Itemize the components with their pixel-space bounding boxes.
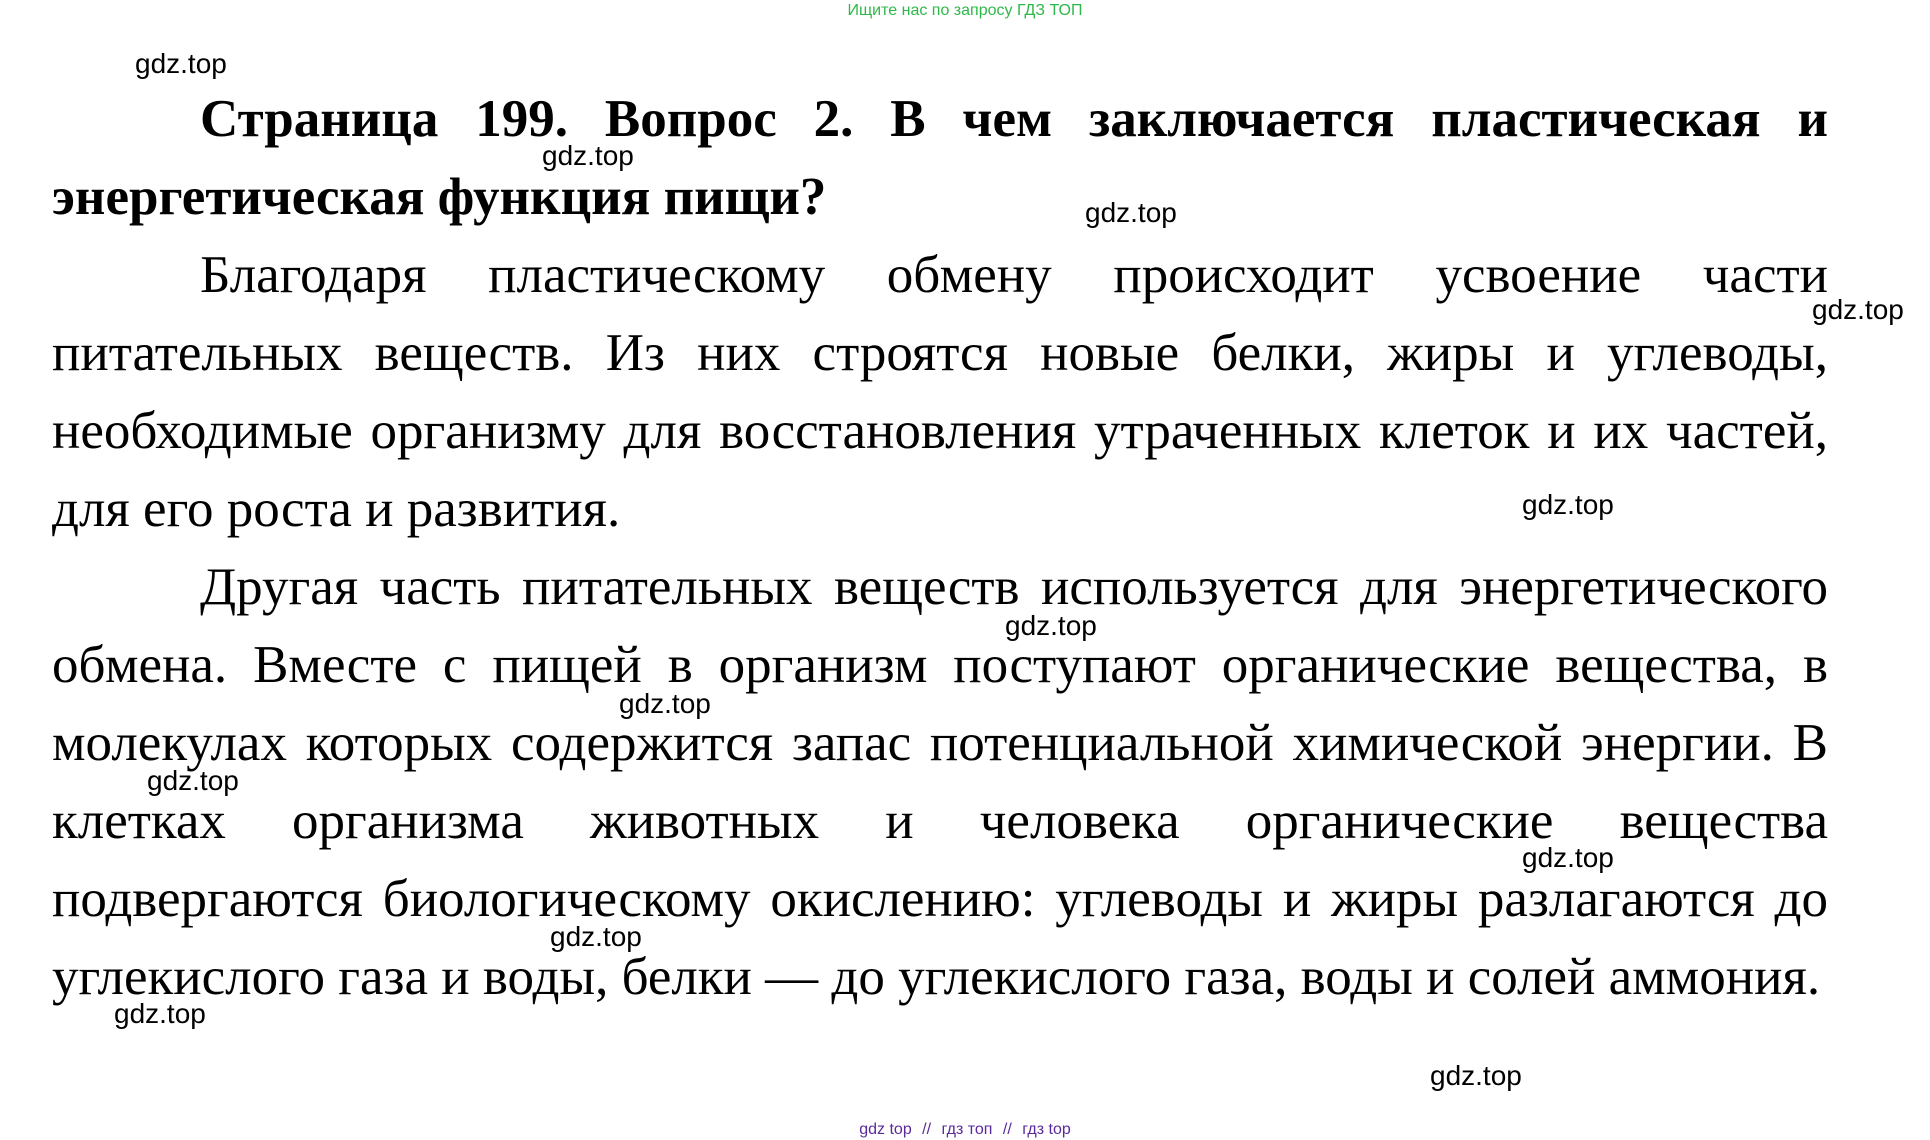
watermark: gdz.top [1522, 842, 1614, 873]
watermark: gdz.top [619, 688, 711, 719]
watermark: gdz.top [550, 921, 642, 952]
footer-links [0, 1120, 1930, 1140]
footer-separator: // [922, 1121, 932, 1138]
question-heading: Страница 199. Вопрос 2. В чем заключается пластическая и энергетическая функция пищи? [52, 90, 1828, 226]
watermark: gdz.top [135, 48, 227, 79]
watermark: gdz.top [147, 765, 239, 796]
watermark: gdz.top [1812, 294, 1904, 325]
footer-link[interactable]: гдз топ [941, 1121, 993, 1138]
footer-link[interactable]: гдз top [1022, 1121, 1071, 1138]
watermark: gdz.top [1522, 489, 1614, 520]
footer-separator: // [1002, 1121, 1012, 1138]
watermark: gdz.top [1005, 610, 1097, 641]
watermark: gdz.top [1430, 1060, 1522, 1091]
answer-content [52, 80, 1828, 1016]
answer-paragraph-1: Благодаря пластическому обмену происходит усвоение части питательных веществ. Из них строятся новые белки, жиры и углеводы, необходимые организму для восстановления утраченных клеток и их частей, для его роста и развития. [52, 246, 1828, 538]
answer-paragraph-2: Другая часть питательных веществ используется для энергетического обмена. Вместе с пищей в организм поступают органические вещества, в молекулах которых содержится запас потенциальной химической энергии. В клетках организма животных и человека органические вещества подвергаются биологическому окислению: углеводы и жиры разлагаются до углекислого газа и воды, белки — до углекислого газа, воды и солей аммония. [52, 558, 1828, 1006]
top-banner: Ищите нас по запросу ГДЗ ТОП [847, 2, 1083, 19]
watermark: gdz.top [114, 998, 206, 1029]
footer-link[interactable]: gdz top [859, 1121, 912, 1138]
watermark: gdz.top [1085, 197, 1177, 228]
watermark: gdz.top [542, 140, 634, 171]
